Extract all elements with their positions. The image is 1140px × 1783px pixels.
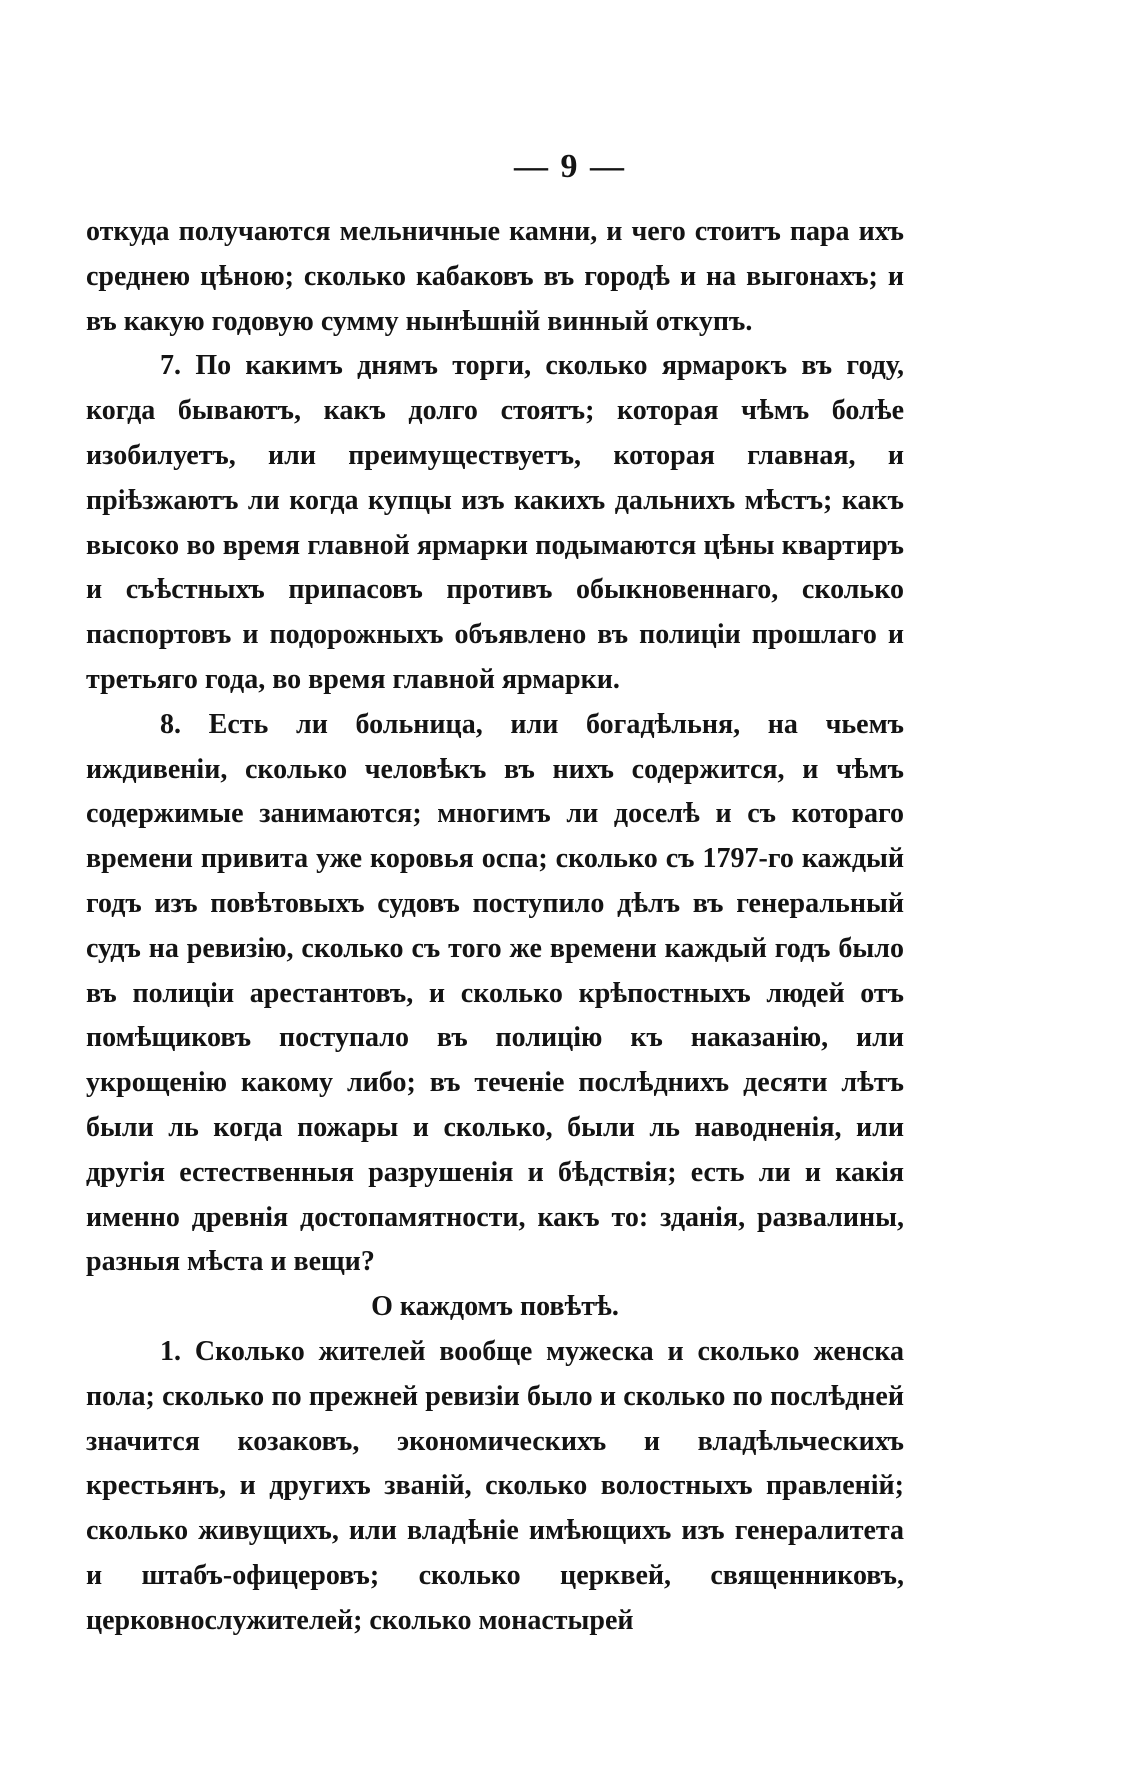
paragraph-7 bbox=[86, 344, 904, 702]
paragraph-1 bbox=[86, 1330, 904, 1644]
paragraph-8-text: Есть ли больница, или богадѣльня, на чьемъ иждивеніи, сколько человѣкъ въ нихъ содержится, и чѣмъ содержимые занимаются; многимъ ли доселѣ и съ котораго времени привита уже коровья оспа; сколько съ 1797-го каждый годъ изъ повѣтовыхъ судовъ поступило дѣлъ въ генеральный судъ на ревизію, сколько съ того же времени каждый годъ было въ полиціи арестантовъ, и сколько крѣпостныхъ людей отъ помѣщиковъ поступало въ полицію къ наказанію, или укрощенію какому либо; въ теченіе послѣднихъ десяти лѣтъ были ль когда пожары и сколько, были ль наводненія, или другія естественныя разрушенія и бѣдствія; есть ли и какія именно древнія достопамятности, какъ то: зданія, развалины, разныя мѣста и вещи? bbox=[86, 708, 904, 1278]
paragraph-continuation: откуда получаются мельничные камни, и чего стоитъ пара ихъ среднею цѣною; сколько кабаковъ въ городѣ и на выгонахъ; и въ какую годовую сумму нынѣшній винный откупъ. bbox=[86, 216, 904, 337]
paragraph-1-text: Сколько жителей вообще мужеска и сколько женска пола; сколько по прежней ревизіи было и сколько по послѣдней значится козаковъ, экономическихъ и владѣльческихъ крестьянъ, и другихъ званій, сколько волостныхъ правленій; сколько живущихъ, или владѣніе имѣющихъ изъ генералитета и штабъ-офицеровъ; сколько церквей, священниковъ, церковнослужителей; сколько монастырей bbox=[86, 1335, 905, 1636]
paragraph-7-number: 7. bbox=[160, 350, 181, 382]
paragraph-8-number: 8. bbox=[160, 708, 181, 740]
paragraph-1-number: 1. bbox=[160, 1335, 181, 1367]
paragraph-7-text: По какимъ днямъ торги, сколько ярмарокъ въ году, когда бываютъ, какъ долго стоятъ; которая чѣмъ болѣе изобилуетъ, или преимуществуетъ, которая главная, и пріѣзжаютъ ли когда купцы изъ какихъ дальнихъ мѣстъ; какъ высоко во время главной ярмарки подымаются цѣны квартиръ и съѣстныхъ припасовъ противъ обыкновеннаго, сколько паспортовъ и подорожныхъ объявлено въ полиціи прошлаго и третьяго года, во время главной ярмарки. bbox=[86, 350, 904, 695]
page-number: — 9 — bbox=[514, 148, 626, 185]
document-body bbox=[86, 210, 904, 1644]
paragraph-8 bbox=[86, 703, 904, 1285]
section-heading: О каждомъ повѣтѣ. bbox=[371, 1291, 619, 1323]
